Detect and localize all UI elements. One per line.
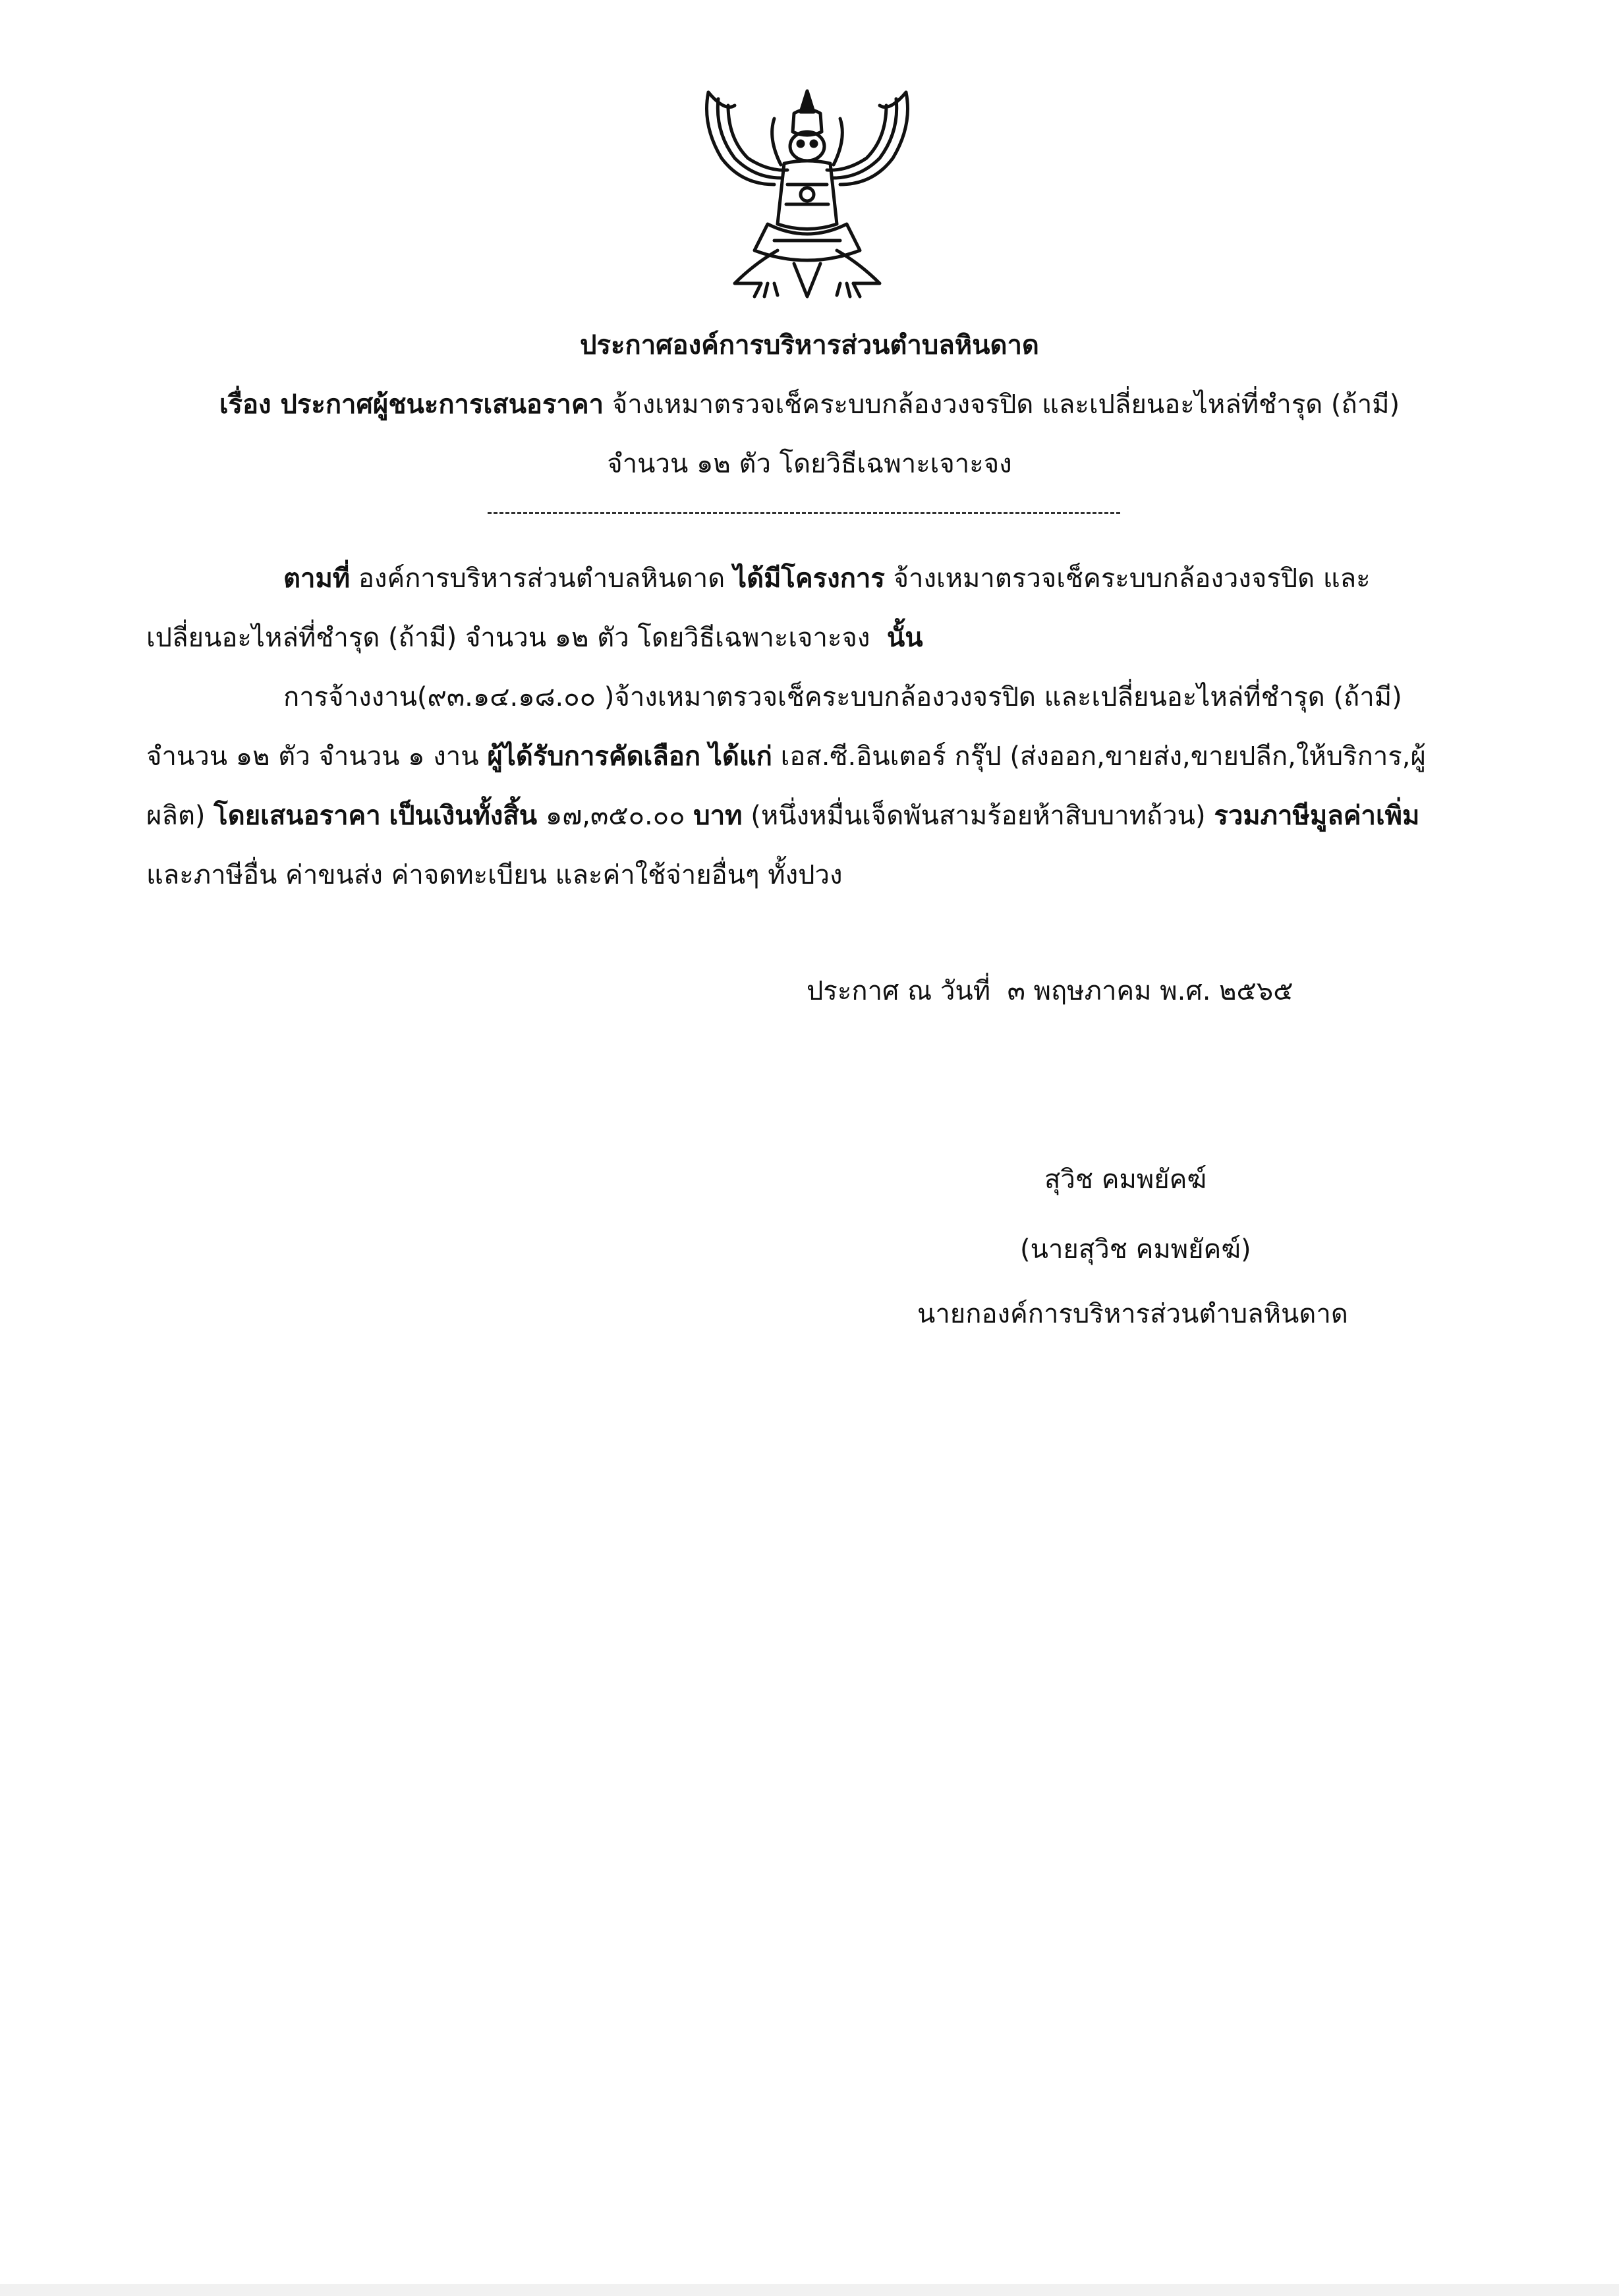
subject-text: จ้างเหมาตรวจเช็คระบบกล้องวงจรปิด และเปลี่ยนอะไหล่ที่ชำรุด (ถ้ามี) (611, 389, 1400, 420)
p1-label-according: ตามที่ (283, 563, 351, 594)
p2-line2-text1: จำนวน ๑๒ ตัว จำนวน ๑ งาน (146, 741, 479, 772)
p1-project-text: จ้างเหมาตรวจเช็คระบบกล้องวงจรปิด และ (893, 563, 1371, 594)
paragraph2-line1: การจ้างงาน(๙๓.๑๔.๑๘.๐๐ )จ้างเหมาตรวจเช็คระบบกล้องวงจรปิด และเปลี่ยนอะไหล่ที่ชำรุด (ถ้ามี) (283, 682, 1402, 712)
heading-divider (488, 512, 1120, 517)
p2-label-total: เป็นเงินทั้งสิ้น (389, 801, 538, 831)
signature: สุวิช คมพยัคฆ์ (1044, 1164, 1207, 1195)
p2-label-namely: ได้แก่ (708, 741, 772, 772)
p1-line2-text: เปลี่ยนอะไหล่ที่ชำรุด (ถ้ามี) จำนวน ๑๒ ตัว โดยวิธีเฉพาะเจาะจง (146, 623, 870, 653)
subject-label: เรื่อง ประกาศผู้ชนะการเสนอราคา (219, 389, 604, 420)
p2-label-baht: บาท (693, 801, 743, 831)
p1-label-project: ได้มีโครงการ (733, 563, 885, 594)
date-value: ๓ พฤษภาคม พ.ศ. ๒๕๖๕ (1007, 976, 1293, 1006)
announcement-subject-line2: จำนวน ๑๒ ตัว โดยวิธีเฉพาะเจาะจง (607, 449, 1012, 479)
p2-amount: ๑๗,๓๕๐.๐๐ (545, 801, 685, 831)
p2-amount-words: (หนึ่งหมื่นเจ็ดพันสามร้อยห้าสิบบาทถ้วน) (751, 801, 1206, 831)
signer-name: (นายสุวิช คมพยัคฆ์) (1020, 1234, 1251, 1265)
announcement-subject (0, 386, 1619, 423)
p2-label-selected: ผู้ได้รับการคัดเลือก (487, 741, 701, 772)
p2-line3-text1: ผลิต) (146, 801, 206, 831)
announcement-date (807, 973, 1293, 1010)
p1-line2-end: นั้น (886, 623, 923, 653)
p2-label-vat: รวมภาษีมูลค่าเพิ่ม (1214, 801, 1420, 831)
paragraph1-line1 (283, 560, 1371, 597)
paragraph2-line2 (146, 738, 1426, 775)
paragraph1-line2 (146, 619, 923, 656)
garuda-emblem (695, 86, 919, 303)
paragraph2-line4: และภาษีอื่น ค่าขนส่ง ค่าจดทะเบียน และค่าใช้จ่ายอื่นๆ ทั้งปวง (146, 860, 843, 890)
p2-vendor: เอส.ซี.อินเตอร์ กรุ๊ป (ส่งออก,ขายส่ง,ขายปลีก,ให้บริการ,ผู้ (780, 741, 1426, 772)
date-label: ประกาศ ณ วันที่ (807, 976, 991, 1006)
p2-label-offer: โดยเสนอราคา (213, 801, 381, 831)
signer-position: นายกองค์การบริหารส่วนตำบลหินดาด (917, 1299, 1348, 1329)
announcement-org-title: ประกาศองค์การบริหารส่วนตำบลหินดาด (580, 330, 1039, 360)
paragraph2-line3 (146, 797, 1419, 834)
scan-bottom-edge (0, 2284, 1619, 2296)
p1-org: องค์การบริหารส่วนตำบลหินดาด (358, 563, 725, 594)
